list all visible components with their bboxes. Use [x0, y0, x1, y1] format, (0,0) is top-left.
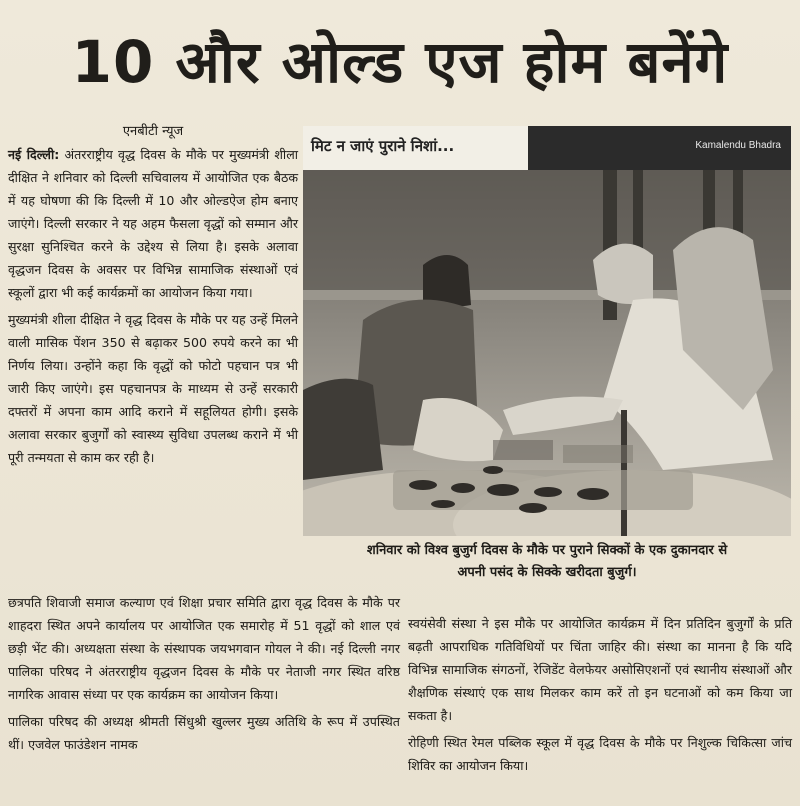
- paragraph-6: रोहिणी स्थित रेमल पब्लिक स्कूल में वृद्ध दिवस के मौके पर निशुल्क चिकित्सा जांच शिविर का आयोजन किया।: [408, 735, 792, 773]
- headline: 10 और ओल्ड एज होम बनेंगे: [71, 28, 729, 96]
- article-column-left: [8, 120, 298, 473]
- photo-credit: Kamalendu Bhadra: [695, 140, 781, 151]
- paragraph-3: छत्रपति शिवाजी समाज कल्याण एवं शिक्षा प्रचार समिति द्वारा वृद्ध दिवस के मौके पर शाहदरा स्थित अपने कार्यालय पर आयोजित एक समारोह में 51 वृद्धों को शाल एवं छड़ी भेंट की। अध्यक्षता संस्था के संस्थापक जयभगवान गोयल ने की। नई दिल्ली नगर पालिका परिषद ने अंतरराष्ट्रीय वृद्धजन दिवस के मौके पर नेताजी नगर स्थित वरिष्ठ नागरिक आवास संध्या पर एक कार्यक्रम का आयोजन किया।: [8, 595, 400, 702]
- dateline: नई दिल्ली:: [8, 147, 60, 162]
- paragraph-4: पालिका परिषद की अध्यक्ष श्रीमती सिंधुश्री खुल्लर मुख्य अतिथि के रूप में उपस्थित थीं। एजवेल फाउंडेशन नामक: [8, 714, 400, 752]
- photo-caption: [303, 540, 791, 584]
- paragraph-1-text: अंतरराष्ट्रीय वृद्ध दिवस के मौके पर मुख्यमंत्री शीला दीक्षित ने शनिवार को दिल्ली सचिवालय में आयोजित एक बैठक में यह घोषणा की कि दिल्ली में 10 और ओल्डऐज होम बनाए जाएंगे। दिल्ली सरकार ने यह अहम फैसला वृद्धों को सम्मान और सुरक्षा सुनिश्चित करने के उद्देश्य से लिया है। इसके अलावा वृद्धजन दिवस के अवसर पर विभिन्न सामाजिक संस्थाओं एवं स्कूलों द्वारा भी कई कार्यक्रमों का आयोजन किया गया।: [8, 147, 298, 300]
- photo-block: [303, 126, 791, 536]
- news-photo: [303, 170, 791, 536]
- paragraph-2: मुख्यमंत्री शीला दीक्षित ने वृद्ध दिवस के मौके पर यह उन्हें मिलने वाली मासिक पेंशन 350 से बढ़ाकर 500 रुपये करने का भी निर्णय लिया। उन्होंने कहा कि वृद्धों को फोटो पहचान पत्र भी जारी किए जाएंगे। इस पहचानपत्र के माध्यम से उन्हें सरकारी दफ्तरों में अपना काम आदि कराने में सहूलियत होगी। इसके अलावा सरकार बुजुर्गों को स्वास्थ्य सुविधा उपलब्ध कराने में भी पूरी तन्मयता से काम कर रही है।: [8, 312, 298, 465]
- caption-line-2: अपनी पसंद के सिक्के खरीदता बुजुर्ग।: [457, 565, 637, 580]
- photo-title: मिट न जाएं पुराने निशां...: [311, 137, 455, 155]
- caption-line-1: शनिवार को विश्व बुजुर्ग दिवस के मौके पर पुराने सिक्कों के एक दुकानदार से: [366, 543, 728, 558]
- photo-title-bar: [303, 126, 791, 170]
- paragraph-5: स्वयंसेवी संस्था ने इस मौके पर आयोजित कार्यक्रम में दिन प्रतिदिन बुजुर्गों के प्रति बढ़ती आपराधिक गतिविधियों पर चिंता जाहिर की। संस्था का मानना है कि यदि विभिन्न सामाजिक संगठनों, रेजिडेंट वेलफेयर असोसिएशनों एवं स्थानीय संस्थाओं और शैक्षणिक संस्थाएं एक साथ मिलकर काम करें तो इन घटनाओं को कम किया जा सकता है।: [408, 616, 792, 723]
- article-column-bottom-right: [408, 612, 792, 781]
- article-column-bottom-left: [8, 591, 400, 760]
- byline: एनबीटी न्यूज: [122, 124, 184, 139]
- paragraph-1: [8, 143, 298, 304]
